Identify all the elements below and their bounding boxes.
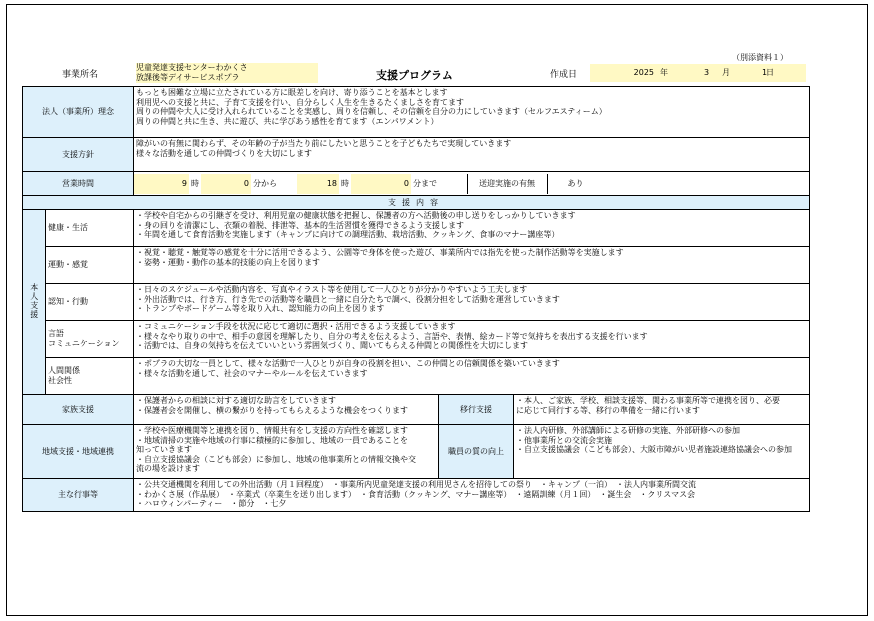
policy-line: 様々な活動を通しての仲間づくりを大切にします	[136, 148, 312, 158]
page-title: 支援プログラム	[376, 69, 453, 82]
day-value: 1	[762, 68, 768, 77]
office-label: 事業所名	[62, 70, 99, 80]
philosophy-line: 周りの仲間や大人に受け入れられていることを実感し、周りを信頼し、その信頼を自分の力にしていきます（セルフエスティーム）	[136, 107, 607, 117]
month-field[interactable]	[682, 64, 746, 82]
year-value: 2025	[633, 68, 654, 77]
created-label: 作成日	[550, 70, 578, 80]
personal-row-label: 健康・生活	[46, 210, 134, 247]
transition-support-label: 移行支援	[439, 395, 514, 425]
min-until-label: 分まで	[413, 178, 437, 188]
office-name-field[interactable]	[136, 63, 318, 83]
family-line: ・保護者からの相談に対する適切な助言をしていきます	[136, 396, 336, 405]
transport-label: 送迎実施の有無	[467, 174, 547, 194]
month-value: 3	[704, 68, 710, 77]
personal-line: ・様々なやり取りの中で、相手の意図を理解したり、自分の考えを伝えるよう、言語や、表情、絵カード等で気持ちを表出する支援を行います	[136, 331, 648, 341]
community-line: ・地域清掃の実施や地域の行事に積極的に参加し、地域の一員であることを	[136, 435, 408, 445]
personal-row-text	[134, 210, 810, 247]
policy-text	[134, 138, 810, 172]
support-content-band: 支援内容	[23, 196, 810, 210]
events-line: ・わかくさ展（作品展） ・卒業式（卒業生を送り出します） ・食育活動（クッキング、マナー講座等） ・遠隔訓練（月１回） ・誕生会 ・クリスマス会	[136, 489, 696, 499]
staff-quality-label: 職員の質の向上	[439, 425, 514, 479]
personal-line: ・身の回りを清潔にし、衣類の着脱、排泄等、基本的生活習慣を獲得できるよう支援します	[136, 220, 464, 230]
policy-label: 支援方針	[23, 138, 134, 172]
community-line: 知っていきます	[136, 445, 192, 455]
min-from-label: 分から	[253, 178, 277, 188]
personal-row-text	[134, 321, 810, 358]
community-line: 流の場を設けます	[136, 464, 200, 474]
events-text	[134, 479, 810, 512]
end-hour-unit: 時	[341, 178, 349, 188]
family-support-text	[134, 395, 439, 425]
personal-line: ・様々な活動を通して、社会のマナーやルールを伝えていきます	[136, 368, 368, 378]
end-minute-value[interactable]: 0	[351, 174, 411, 194]
transition-line: ・本人、ご家族、学校、相談支援等、関わる事業所等で連携を図り、必要	[516, 396, 780, 405]
philosophy-line: 周りの仲間と共に生き、共に遊び、共に学びあう感性を育てます（エンパワメント）	[136, 116, 439, 126]
transition-support-text	[514, 395, 810, 425]
start-minute-value[interactable]: 0	[201, 174, 251, 194]
staff-line: ・他事業所との交流会実施	[516, 435, 612, 445]
personal-line: ・学校や自宅からの引継ぎを受け、利用児童の健康状態を把握し、保護者の方へ活動後の申し送りをしっかりしていきます	[136, 211, 576, 220]
day-unit: 日	[766, 68, 774, 77]
community-support-label: 地域支援・地域連携	[23, 425, 134, 479]
community-support-text	[134, 425, 439, 479]
day-field[interactable]	[746, 64, 806, 82]
month-unit: 月	[722, 68, 730, 77]
events-line: ・公共交通機関を利用しての外出活動（月１回程度） ・事業所内児童発達支援の利用児さんを招待しての祭り ・キャンプ（一泊） ・法人内事業所間交流	[136, 480, 696, 489]
personal-row-label: 認知・行動	[46, 284, 134, 321]
personal-support-label: 本人支援	[23, 210, 46, 395]
staff-line: ・法人内研修、外部講師による研修の実施、外部研修への参加	[516, 426, 740, 435]
personal-row-label: 人間関係 社会性	[46, 358, 134, 395]
start-hour-value[interactable]: 9	[134, 174, 189, 194]
year-field[interactable]	[590, 64, 682, 82]
start-hour-unit: 時	[191, 178, 199, 188]
personal-row-label: 運動・感覚	[46, 247, 134, 284]
personal-line: ・年間を通して食育活動を実施します（キャンプに向けての調理活動、栽培活動、クッキング、食事のマナー講座等）	[136, 230, 560, 240]
staff-quality-text	[514, 425, 810, 479]
personal-line: ・コミュニケーション手段を状況に応じて適切に選択・活用できるよう支援していきます	[136, 322, 456, 331]
personal-line: ・ポプラの大切な一員として、様々な活動で一人ひとりが自身の役割を担い、この仲間との信頼関係を築いていきます	[136, 359, 560, 368]
policy-line: 障がいの有無に関わらず、その年齢の子が当たり前にしたいと思うことを子どもたちで実現していきます	[136, 139, 512, 148]
personal-line: ・日々のスケジュールや活動内容を、写真やイラスト等を使用して一人ひとりが分かりやすいよう工夫します	[136, 285, 528, 294]
family-support-label: 家族支援	[23, 395, 134, 425]
reference-note: （別添資料１）	[732, 53, 788, 62]
community-line: ・自立支援協議会（こども部会）に参加し、地域の他事業所との情報交換や交	[136, 454, 416, 464]
personal-row-text	[134, 247, 810, 284]
hours-row	[134, 172, 810, 196]
personal-line: ・視覚・聴覚・触覚等の感覚を十分に活用できるよう、公園等で身体を使った遊び、事業所内では指先を使った制作活動等を実施します	[136, 248, 624, 257]
end-hour-value[interactable]: 18	[297, 174, 339, 194]
events-label: 主な行事等	[23, 479, 134, 512]
personal-line: ・トランプやボードゲーム等を取り入れ、認知能力の向上を図ります	[136, 304, 385, 314]
personal-line: ・姿勢・運動・動作の基本的技能の向上を図ります	[136, 257, 320, 267]
personal-row-text	[134, 358, 810, 395]
philosophy-line: もっとも困難な立場に立たされている方に眼差しを向け、寄り添うことを基本とします	[136, 88, 448, 97]
office-name-1: 児童発達支援センターわかくさ	[136, 63, 248, 72]
personal-row-label: 言語 コミュニケーション	[46, 321, 134, 358]
support-program-table	[22, 86, 810, 512]
events-line: ・ハロウィンパーティー ・節分 ・七夕	[136, 499, 287, 509]
year-unit: 年	[660, 68, 668, 77]
personal-line: ・活動では、自身の気持ちを伝えていいという雰囲気づくり、聞いてもらえる仲間との関係性を大切にします	[136, 341, 528, 351]
office-name-2: 放課後等デイサービスポプラ	[136, 73, 240, 82]
transition-line: に応じて同行する等、移行の準備を一緒に行います	[516, 405, 700, 415]
philosophy-line: 利用児への支援と共に、子育て支援を行い、自分らしく人生を生きるたくましさを育てます	[136, 97, 464, 107]
philosophy-text	[134, 87, 810, 138]
staff-line: ・自立支援協議会（こども部会）、大阪市障がい児者施設連絡協議会への参加	[516, 445, 792, 455]
personal-row-text	[134, 284, 810, 321]
community-line: ・学校や医療機関等と連携を図り、情報共有をし支援の方向性を確認します	[136, 426, 408, 435]
hours-label: 営業時間	[23, 172, 134, 196]
personal-line: ・外出活動では、行き方、行き先での活動等を職員と一緒に自分たちで調べ、役割分担をして活動を運営していきます	[136, 294, 560, 304]
transport-value[interactable]: あり	[567, 178, 584, 188]
philosophy-label: 法人（事業所）理念	[23, 87, 134, 138]
family-line: ・保護者会を開催し、横の繋がりを持ってもらえるような機会をつくります	[136, 405, 408, 415]
